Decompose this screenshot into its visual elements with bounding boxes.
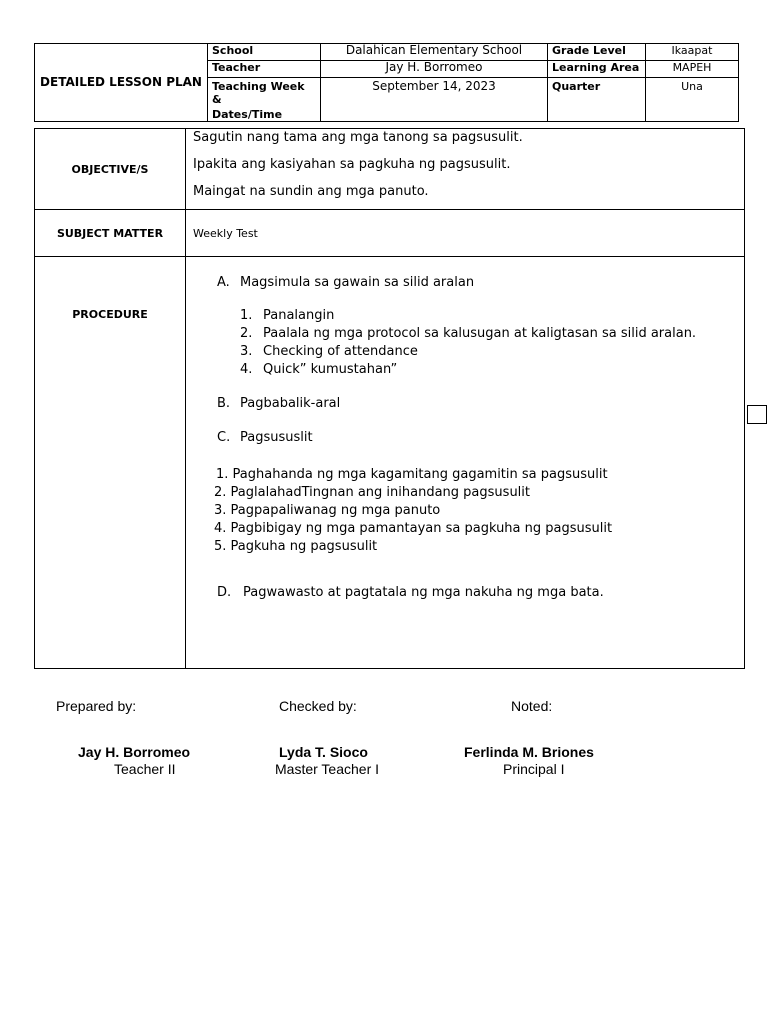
prepared-by-title: Teacher II <box>114 761 176 777</box>
objective-line: Ipakita ang kasiyahan sa pagkuha ng pagsusulit. <box>193 157 511 172</box>
grade-level-label: Grade Level <box>548 44 646 61</box>
procedure-row <box>35 257 745 669</box>
quarter-label: Quarter <box>548 78 646 122</box>
noted-name: Ferlinda M. Briones <box>464 744 594 760</box>
test-step: 1. Paghahanda ng mga kagamitang gagamitin sa pagsusulit <box>216 467 608 483</box>
subject-matter-label: SUBJECT MATTER <box>35 210 186 257</box>
objectives-label: OBJECTIVE/S <box>35 129 186 210</box>
noted-title: Principal I <box>503 761 565 777</box>
step-d-marker: D. <box>217 585 232 601</box>
lesson-table <box>34 128 745 669</box>
teaching-week-label-line2: Dates/Time <box>212 108 283 121</box>
teacher-label: Teacher <box>208 61 321 78</box>
step-a-text: Magsimula sa gawain sa silid aralan <box>240 275 475 291</box>
test-step: 4. Pagbibigay ng mga pamantayan sa pagkuha ng pagsusulit <box>214 521 613 537</box>
school-value: Dalahican Elementary School <box>321 44 548 61</box>
sub-item-marker: 3. <box>240 344 253 360</box>
prepared-by-label: Prepared by: <box>56 698 137 714</box>
lesson-plan-title: DETAILED LESSON PLAN <box>35 44 208 122</box>
sub-item-marker: 1. <box>240 308 253 324</box>
teaching-week-value: September 14, 2023 <box>321 78 548 122</box>
subject-matter-row <box>35 210 745 257</box>
objective-line: Sagutin nang tama ang mga tanong sa pagsusulit. <box>193 130 523 145</box>
quarter-value: Una <box>646 78 739 122</box>
teacher-value: Jay H. Borromeo <box>321 61 548 78</box>
objective-line: Maingat na sundin ang mga panuto. <box>193 184 429 199</box>
prepared-by-name: Jay H. Borromeo <box>78 744 191 760</box>
objectives-cell <box>186 129 745 210</box>
step-c-marker: C. <box>217 430 231 446</box>
test-step: 5. Pagkuha ng pagsusulit <box>214 539 378 555</box>
sub-item-text: Panalangin <box>263 308 335 324</box>
learning-area-label: Learning Area <box>548 61 646 78</box>
sub-item-text: Quick” kumustahan” <box>263 362 398 378</box>
test-step: 2. PaglalahadTingnan ang inihandang pagsusulit <box>214 485 530 501</box>
sub-item-marker: 4. <box>240 362 253 378</box>
subject-matter-value: Weekly Test <box>186 210 745 257</box>
procedure-label: PROCEDURE <box>35 257 186 669</box>
checked-by-title: Master Teacher I <box>275 761 380 777</box>
step-b-text: Pagbabalik-aral <box>240 396 341 412</box>
noted-label: Noted: <box>511 698 553 714</box>
procedure-cell <box>186 257 745 669</box>
learning-area-value: MAPEH <box>646 61 739 78</box>
step-a-marker: A. <box>217 275 230 291</box>
objectives-row <box>35 129 745 210</box>
teaching-week-label-line1: Teaching Week & <box>212 80 305 106</box>
checked-by-label: Checked by: <box>279 698 357 714</box>
step-d-text: Pagwawasto at pagtatala ng mga nakuha ng mga bata. <box>243 585 604 601</box>
step-c-text: Pagsususlit <box>240 430 313 446</box>
teaching-week-label <box>208 78 321 122</box>
step-b-marker: B. <box>217 396 231 412</box>
header-table <box>34 43 739 122</box>
sub-item-text: Paalala ng mga protocol sa kalusugan at kaligtasan sa silid aralan. <box>263 326 697 342</box>
school-label: School <box>208 44 321 61</box>
checked-by-name: Lyda T. Sioco <box>279 744 368 760</box>
test-step: 3. Pagpapaliwanag ng mga panuto <box>214 503 441 519</box>
grade-level-value: Ikaapat <box>646 44 739 61</box>
sub-item-text: Checking of attendance <box>263 344 418 360</box>
margin-box <box>747 405 767 424</box>
sub-item-marker: 2. <box>240 326 253 342</box>
